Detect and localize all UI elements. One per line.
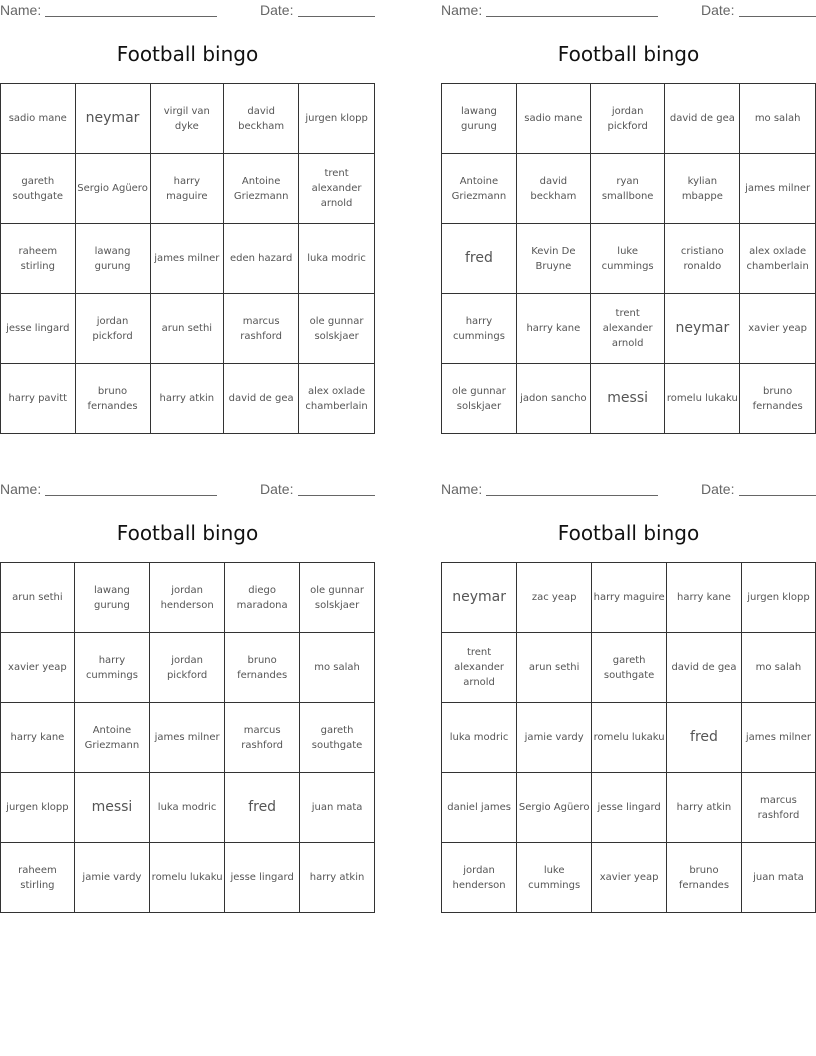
bingo-cell: bruno fernandes <box>75 364 150 434</box>
bingo-cell: juan mata <box>300 773 375 843</box>
bingo-cell: messi <box>74 773 149 843</box>
date-line <box>739 16 816 17</box>
bingo-cell: sadio mane <box>516 84 590 154</box>
bingo-cell: ryan smallbone <box>590 154 665 224</box>
bingo-cell: messi <box>590 364 665 434</box>
bingo-cell: kylian mbappe <box>665 154 740 224</box>
bingo-cell: diego maradona <box>225 563 300 633</box>
grid-row <box>442 633 816 703</box>
bingo-cell: neymar <box>75 84 150 154</box>
bingo-cell: jordan henderson <box>150 563 225 633</box>
name-label: Name: <box>441 481 483 497</box>
grid-row <box>442 563 816 633</box>
grid-row <box>1 773 375 843</box>
bingo-cell: harry kane <box>667 563 742 633</box>
name-line <box>45 495 217 496</box>
bingo-cell: fred <box>442 224 517 294</box>
bingo-cell: gareth southgate <box>1 154 76 224</box>
bingo-cell: trent alexander arnold <box>442 633 517 703</box>
bingo-cell: arun sethi <box>150 294 224 364</box>
bingo-cell: jamie vardy <box>74 843 149 913</box>
bingo-cell: arun sethi <box>1 563 75 633</box>
bingo-cell: mo salah <box>741 633 815 703</box>
bingo-cell: xavier yeap <box>740 294 816 364</box>
bingo-cell: raheem stirling <box>1 843 75 913</box>
bingo-cell: luke cummings <box>590 224 665 294</box>
bingo-cell: harry atkin <box>150 364 224 434</box>
grid-row <box>442 84 816 154</box>
bingo-cell: jamie vardy <box>517 703 592 773</box>
bingo-cell: daniel james <box>442 773 517 843</box>
name-line <box>45 16 217 17</box>
grid-row <box>442 224 816 294</box>
bingo-cell: david de gea <box>665 84 740 154</box>
bingo-cell: luka modric <box>442 703 517 773</box>
bingo-cell: romelu lukaku <box>150 843 225 913</box>
bingo-cell: trent alexander arnold <box>590 294 665 364</box>
bingo-cell: jesse lingard <box>1 294 76 364</box>
bingo-cell: jurgen klopp <box>299 84 375 154</box>
grid-row <box>1 224 375 294</box>
bingo-card-3 <box>0 479 375 891</box>
bingo-cell: lawang gurung <box>442 84 517 154</box>
bingo-cell: romelu lukaku <box>592 703 667 773</box>
grid-row <box>442 773 816 843</box>
date-line <box>298 16 375 17</box>
bingo-cell: neymar <box>442 563 517 633</box>
bingo-cell: david de gea <box>667 633 742 703</box>
bingo-cell: james milner <box>740 154 816 224</box>
bingo-cell: raheem stirling <box>1 224 76 294</box>
name-line <box>486 16 658 17</box>
bingo-cell: alex oxlade chamberlain <box>740 224 816 294</box>
grid-row <box>1 843 375 913</box>
card-header <box>0 479 375 501</box>
bingo-cell: bruno fernandes <box>667 843 742 913</box>
bingo-cell: david de gea <box>224 364 299 434</box>
bingo-cell: jordan pickford <box>75 294 150 364</box>
bingo-cell: trent alexander arnold <box>299 154 375 224</box>
bingo-cell: zac yeap <box>517 563 592 633</box>
bingo-cell: romelu lukaku <box>665 364 740 434</box>
bingo-cell: lawang gurung <box>74 563 149 633</box>
bingo-cell: ole gunnar solskjaer <box>300 563 375 633</box>
bingo-card-4 <box>441 479 816 891</box>
bingo-cell: luka modric <box>150 773 225 843</box>
bingo-cell: cristiano ronaldo <box>665 224 740 294</box>
bingo-cell: marcus rashford <box>224 294 299 364</box>
bingo-cell: Antoine Griezmann <box>74 703 149 773</box>
bingo-cell: jesse lingard <box>225 843 300 913</box>
bingo-cell: gareth southgate <box>592 633 667 703</box>
date-label: Date: <box>260 481 294 497</box>
bingo-cell: neymar <box>665 294 740 364</box>
bingo-cell: fred <box>225 773 300 843</box>
name-label: Name: <box>0 2 42 18</box>
date-label: Date: <box>701 2 735 18</box>
grid-row <box>442 294 816 364</box>
bingo-cell: harry maguire <box>150 154 224 224</box>
bingo-cell: Sergio Agüero <box>517 773 592 843</box>
date-line <box>739 495 816 496</box>
bingo-cell: arun sethi <box>517 633 592 703</box>
bingo-cell: luka modric <box>299 224 375 294</box>
bingo-cell: jurgen klopp <box>741 563 815 633</box>
grid-row <box>1 703 375 773</box>
bingo-cell: jordan pickford <box>590 84 665 154</box>
grid-row <box>1 154 375 224</box>
bingo-cell: mo salah <box>740 84 816 154</box>
name-label: Name: <box>0 481 42 497</box>
bingo-cell: james milner <box>741 703 815 773</box>
bingo-cell: jordan henderson <box>442 843 517 913</box>
card-title: Football bingo <box>557 42 700 66</box>
bingo-cell: jurgen klopp <box>1 773 75 843</box>
bingo-cell: jadon sancho <box>516 364 590 434</box>
bingo-cell: lawang gurung <box>75 224 150 294</box>
bingo-cell: mo salah <box>300 633 375 703</box>
bingo-cell: harry atkin <box>300 843 375 913</box>
bingo-card-2 <box>441 0 816 412</box>
bingo-cell: luke cummings <box>517 843 592 913</box>
grid-row <box>1 633 375 703</box>
bingo-cell: harry kane <box>516 294 590 364</box>
bingo-cell: harry pavitt <box>1 364 76 434</box>
bingo-cell: harry atkin <box>667 773 742 843</box>
bingo-cell: eden hazard <box>224 224 299 294</box>
bingo-cell: Sergio Agüero <box>75 154 150 224</box>
bingo-grid <box>0 83 375 434</box>
grid-row <box>442 843 816 913</box>
bingo-cell: juan mata <box>741 843 815 913</box>
card-title: Football bingo <box>116 521 259 545</box>
bingo-grid <box>0 562 375 913</box>
date-label: Date: <box>260 2 294 18</box>
bingo-cell: Antoine Griezmann <box>224 154 299 224</box>
bingo-grid <box>441 83 816 434</box>
name-label: Name: <box>441 2 483 18</box>
bingo-cell: david beckham <box>516 154 590 224</box>
bingo-cell: harry cummings <box>442 294 517 364</box>
bingo-cell: ole gunnar solskjaer <box>299 294 375 364</box>
bingo-cell: xavier yeap <box>592 843 667 913</box>
bingo-cell: harry kane <box>1 703 75 773</box>
date-line <box>298 495 375 496</box>
bingo-cell: harry maguire <box>592 563 667 633</box>
card-title: Football bingo <box>557 521 700 545</box>
bingo-cell: david beckham <box>224 84 299 154</box>
bingo-card-1 <box>0 0 375 412</box>
card-header <box>441 479 816 501</box>
bingo-cell: fred <box>667 703 742 773</box>
name-line <box>486 495 658 496</box>
grid-row <box>1 364 375 434</box>
bingo-cell: jordan pickford <box>150 633 225 703</box>
grid-row <box>442 703 816 773</box>
bingo-cell: xavier yeap <box>1 633 75 703</box>
bingo-cell: marcus rashford <box>741 773 815 843</box>
grid-row <box>1 84 375 154</box>
bingo-cell: virgil van dyke <box>150 84 224 154</box>
grid-row <box>1 294 375 364</box>
bingo-cell: marcus rashford <box>225 703 300 773</box>
grid-row <box>442 154 816 224</box>
bingo-cell: jesse lingard <box>592 773 667 843</box>
bingo-cell: gareth southgate <box>300 703 375 773</box>
bingo-cell: james milner <box>150 224 224 294</box>
card-header <box>441 0 816 22</box>
card-header <box>0 0 375 22</box>
card-title: Football bingo <box>116 42 259 66</box>
bingo-grid <box>441 562 816 913</box>
date-label: Date: <box>701 481 735 497</box>
bingo-cell: harry cummings <box>74 633 149 703</box>
grid-row <box>1 563 375 633</box>
bingo-cell: Kevin De Bruyne <box>516 224 590 294</box>
bingo-cell: bruno fernandes <box>225 633 300 703</box>
bingo-cell: alex oxlade chamberlain <box>299 364 375 434</box>
bingo-cell: james milner <box>150 703 225 773</box>
bingo-cell: ole gunnar solskjaer <box>442 364 517 434</box>
bingo-cell: bruno fernandes <box>740 364 816 434</box>
grid-row <box>442 364 816 434</box>
bingo-cell: Antoine Griezmann <box>442 154 517 224</box>
bingo-cell: sadio mane <box>1 84 76 154</box>
